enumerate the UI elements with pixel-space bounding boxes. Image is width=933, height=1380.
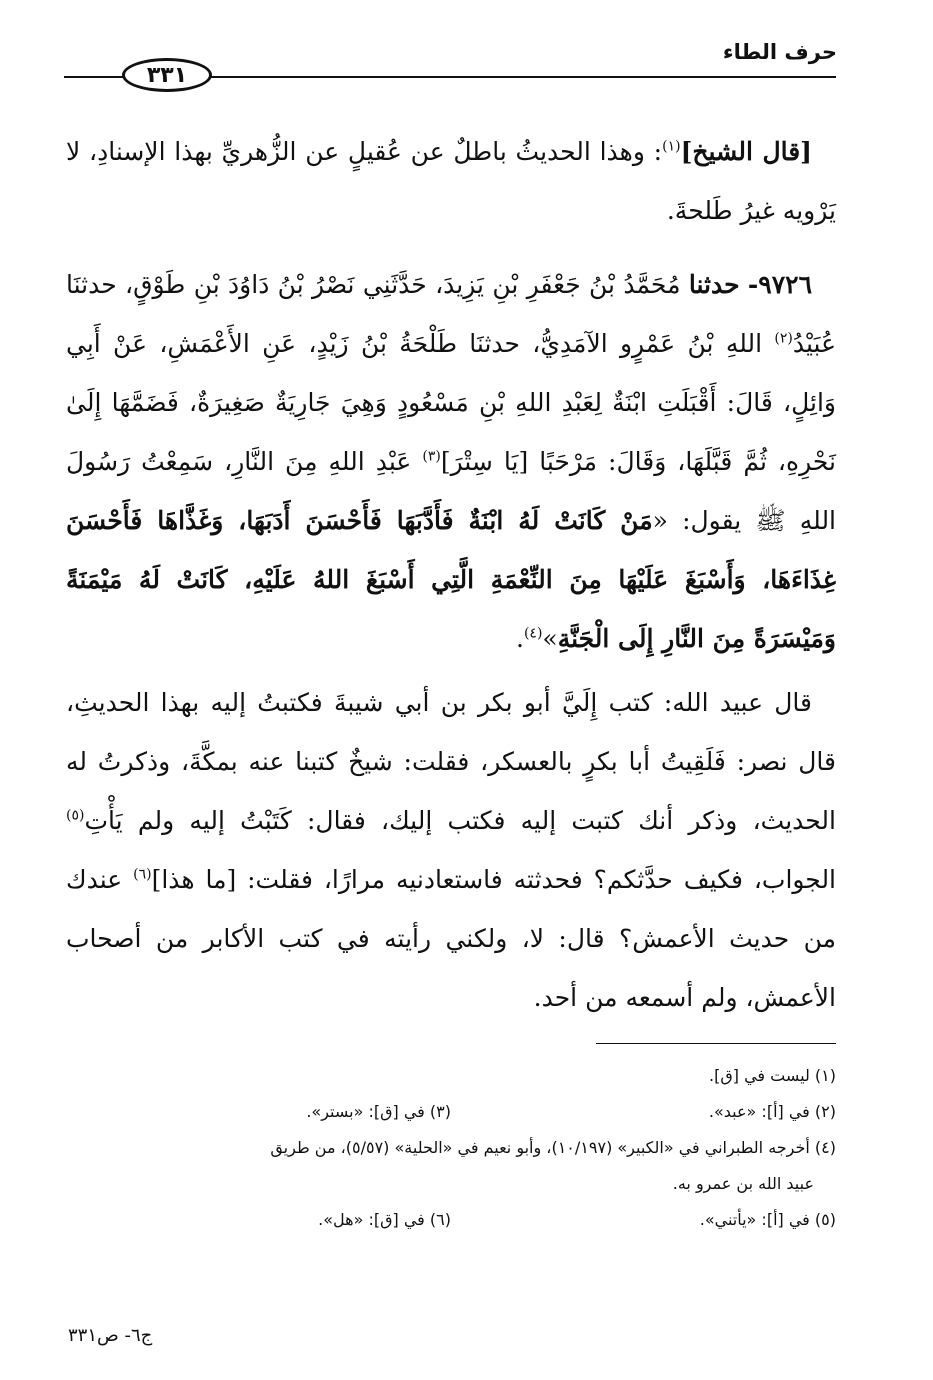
isnad-part-3: عَبْدِ اللهِ مِنَ النَّارِ، سَمِعْتُ رَسُولَ اللهِ ﷺ يقول: « <box>66 447 837 535</box>
footnote-ref-3: (٣) <box>422 448 441 465</box>
footnote-ref-4: (٤) <box>523 625 543 642</box>
running-head: حرف الطاء <box>722 40 837 64</box>
volume-reference: ج٦- ص٣٣١ <box>68 1325 153 1346</box>
sheikh-label: [قال الشيخ] <box>680 137 812 166</box>
footnote-ref-2: (٢) <box>774 330 793 347</box>
narration-part-2: الجواب، فكيف حدَّثكم؟ فحدثته فاستعادنيه مرارًا، فقلت: [ما هذا] <box>151 865 837 894</box>
footnote-ref-1: (١) <box>662 138 681 155</box>
narration-part-1: قال عبيد الله: كتب إِلَيَّ أبو بكر بن أبي شيبةَ فكتبتُ إليه بهذا الحديثِ، قال نصر: فَلَقِيتُ أبا بكرٍ بالعسكر، فقلت: شيخٌ كتبنا عنه بمكَّةَ، وذكرتُ له الحديث، وذكر أنك كتبت إليه فكتب إليك، فقال: كَتَبْتُ إليه ولم يَأْتِ <box>66 688 836 835</box>
footnote-ref-6: (٦) <box>133 866 152 883</box>
footnote-2: (٢) في [أ]: «عبد». <box>708 1102 836 1121</box>
footnote-ref-5: (٥) <box>66 807 85 824</box>
footnotes <box>64 1058 836 1238</box>
footnote-5: (٥) في [أ]: «يأتني». <box>699 1210 836 1229</box>
hadith-paragraph <box>66 255 836 668</box>
isnad-part-1: مُحَمَّدُ بْنُ جَعْفَرِ بْنِ يَزِيدَ، حَدَّثَنِي نَصْرُ بْنُ دَاوُدَ بْنِ طَوْقٍ، حدثنَا عُبَيْدُ <box>66 270 836 358</box>
footnote-4 <box>64 1130 836 1202</box>
isnad-part-2: اللهِ بْنُ عَمْرٍو الآمَدِيُّ، حدثنَا طَلْحَةُ بْنُ زَيْدٍ، عَنِ الأَعْمَشِ، عَنْ أَبِي وَائِلٍ، قَالَ: أَقْبَلَتِ ابْنَةٌ لِعَبْدِ اللهِ بْنِ مَسْعُودٍ وَهِيَ جَارِيَةٌ صَغِيرَةٌ، فَضَمَّهَا إِلَىٰ نَحْرِهِ، ثُمَّ قَبَّلَهَا، وَقَالَ: مَرْحَبًا [يَا سِتْرَ] <box>66 329 836 476</box>
page-number: ٣٣١ <box>122 58 212 92</box>
footnote-3: (٣) في [ق]: «بستر». <box>306 1102 451 1121</box>
haddathana-label: حدثنا <box>688 270 740 299</box>
sheikh-comment-text: : وهذا الحديثُ باطلٌ عن عُقيلٍ عن الزُّهريِّ بهذا الإسنادِ، لا يَرْويه غيرُ طَلحةَ. <box>66 137 836 225</box>
paragraph-sheikh-comment <box>66 122 836 240</box>
hadith-end: . <box>515 624 524 653</box>
footnote-rule <box>596 1043 836 1044</box>
footnote-1: (١) ليست في [ق]. <box>709 1066 836 1085</box>
footnote-6: (٦) في [ق]: «هل». <box>318 1210 451 1229</box>
hadith-matn: مَنْ كَانَتْ لَهُ ابْنَةٌ فَأَدَّبَهَا فَأَحْسَنَ أَدَبَهَا، وَغَذَّاهَا فَأَحْسَنَ غِذَاءَهَا، وَأَسْبَغَ عَلَيْهَا مِنَ النِّعْمَةِ الَّتِي أَسْبَغَ اللهُ عَلَيْهِ، كَانَتْ لَهُ مَيْمَنَةً وَمَيْسَرَةً مِنَ النَّارِ إِلَى الْجَنَّةِ <box>66 506 836 653</box>
narration-part-3: عندك من حديث الأعمش؟ قال: لا، ولكني رأيته في كتب الأكابر من أصحاب الأعمش، ولم أسمعه من أحد. <box>66 865 836 1012</box>
narration-paragraph <box>66 673 836 1027</box>
hadith-number: ٩٧٢٦- <box>747 270 812 299</box>
footnote-4-line-1: (٤) أخرجه الطبراني في «الكبير» (١٠/١٩٧)، وأبو نعيم في «الحلية» (٥/٥٧)، من طريق <box>270 1138 836 1157</box>
hadith-close-quote: » <box>542 624 558 653</box>
footnote-4-line-2: عبيد الله بن عمرو به. <box>672 1174 814 1193</box>
